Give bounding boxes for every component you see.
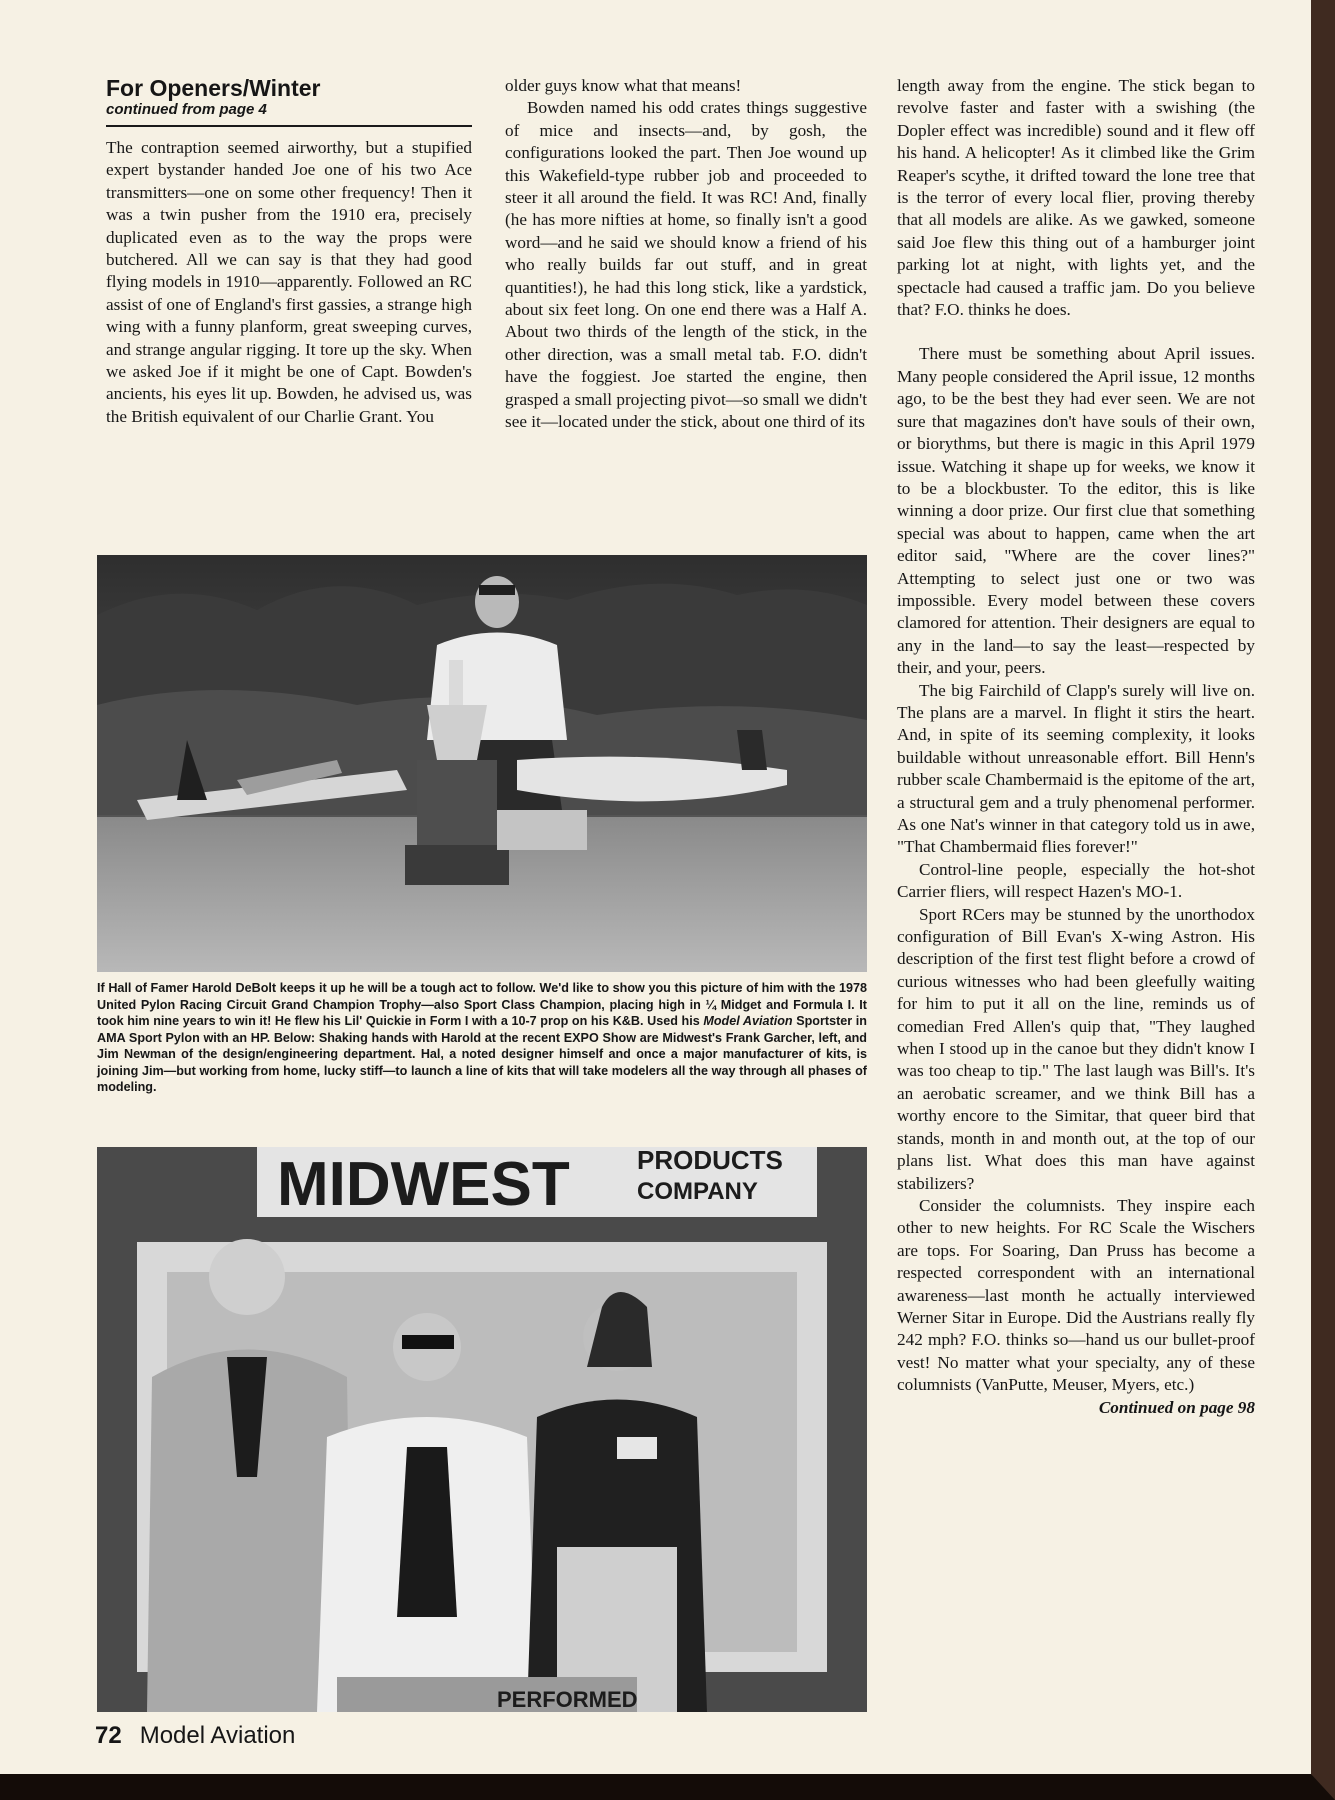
caption-text: If Hall of Famer Harold DeBolt keeps it up he will be a tough act to follow. We'd like to show you this picture of him with the 1978 United Pylon Racing Circuit Grand Champion Trophy—also Sport Class Champion, placing high in ¼ Midget and Formula I. It took him nine years to win it! He flew his Lil' Quickie in Form I with a 10-7 prop on his K&B. Used his	[97, 981, 867, 1028]
sign-products: PRODUCTS	[637, 1147, 783, 1175]
paragraph: older guys know what that means!	[505, 76, 742, 95]
paragraph: Consider the columnists. They inspire each other to new heights. For RC Scale the Wischers are tops. For Soaring, Dan Pruss has become a respected correspondent with an international awareness—last month he actually interviewed Werner Sitar in Europe. Did the Austrians really fly 242 mph? F.O. thinks so—hand us our bullet-proof vest! No matter what your specialty, any of these columnists (VanPutte, Meuser, Myers, etc.)	[897, 1195, 1255, 1395]
sign-brand: MIDWEST	[277, 1150, 570, 1219]
photo-trophy	[97, 555, 867, 972]
photo-midwest-booth	[97, 1147, 867, 1712]
paragraph: There must be something about April issues. Many people considered the April issue, 12 months ago, to be the best they had ever seen. We are not sure that magazines don't have souls of their own, or biorythms, but there is magic in this April 1979 issue. Watching it shape up for weeks, we know it to be a blockbuster. To the editor, this is like winning a door prize. Our first clue that something special was about to happen, came when the art editor said, "Where are the cover lines?" Attempting to select just one or two was impossible. Every model between these covers clamored for attention. Their designers are equal to any in the land—to say the least—respected by their, and your, peers.	[897, 344, 1255, 678]
sign-company: COMPANY	[637, 1178, 758, 1205]
continued-on-note: Continued on page 98	[1098, 1397, 1255, 1417]
paragraph: Sport RCers may be stunned by the unorthodox configuration of Bill Evan's X-wing Astron. His description of the first test flight before a crowd of curious witnesses who had been gleefully waiting for him to put it all on the line, reminds us of comedian Fred Allen's quip that, "They laughed when I stood up in the canoe but they didn't know I was too cheap to tip." The last laugh was Bill's. It's an aerobatic screamer, and we think Bill has a worthy encore to the Simitar, that queer bird that stands, month in and month out, at the top of our plans list. What does this man have against stabilizers?	[897, 904, 1255, 1193]
title-rule	[106, 125, 472, 127]
paragraph: The contraption seemed airworthy, but a stupified expert bystander handed Joe one of his two Ace transmitters—one on some other frequency! Then it was a twin pusher from the 1910 era, precisely duplicated even as to the way the props were butchered. All we can say is that they had good flying models in 1910—apparently. Followed an RC assist of one of England's first gassies, a strange high wing with a funny planform, great sweeping curves, and strange angular rigging. It tore up the sky. When we asked Joe if it might be one of Capt. Bowden's ancients, his eyes lit up. Bowden, he advised us, was the British equivalent of our Charlie Grant. You	[106, 138, 472, 426]
banner-text: PERFORMED	[497, 1687, 638, 1712]
column-2	[505, 75, 867, 434]
paragraph: length away from the engine. The stick began to revolve faster and faster with a swishing (the Dopler effect was incredible) sound and it flew off his hand. A helicopter! As it climbed like the Grim Reaper's scythe, it drifted toward the lone tree that is the terror of every local flier, proving thereby that all models are alike. As we gawked, someone said Joe flew this thing out of a hamburger joint parking lot at night, with lights yet, and the spectacle had caused a traffic jam. Do you believe that? F.O. thinks he does.	[897, 76, 1255, 320]
photo-trophy-image	[97, 555, 867, 972]
continued-from-note: continued from page 4	[106, 101, 267, 118]
page-number: 72	[95, 1722, 122, 1749]
paragraph: The big Fairchild of Clapp's surely will live on. The plans are a marvel. In flight it stirs the heart. And, in spite of its seeming complexity, it looks buildable without unreasonable effort. Bill Henn's rubber scale Chambermaid is the epitome of the art, a structural gem and a truly phenomenal performer. As one Nat's winner in that category told us in awe, "That Chambermaid flies forever!"	[897, 680, 1255, 857]
paragraph: Control-line people, especially the hot-shot Carrier fliers, will respect Hazen's MO-1.	[897, 859, 1255, 902]
paragraph: Bowden named his odd crates things suggestive of mice and insects—and, by gosh, the configurations looked the part. Then Joe wound up this Wakefield-type rubber job and proceeded to steer it all around the field. It was RC! And, finally (he has more nifties at home, so finally isn't a good word—and he said we should know a friend of his who really builds far out stuff, and in great quantities!), he had this long stick, like a yardstick, about six feet long. On one end there was a Half A. About two thirds of the length of the stick, in the other direction, was a small metal tab. F.O. didn't have the foggiest. Joe started the engine, then grasped a small projecting pivot—so small we didn't see it—located under the stick, about one third of its	[505, 98, 867, 432]
column-1	[106, 75, 472, 428]
photo-midwest-image	[97, 1147, 867, 1712]
photo-caption	[97, 980, 867, 1096]
page-footer	[95, 1722, 295, 1750]
column-3	[897, 75, 1255, 1419]
section-title: For Openers/Winter	[106, 75, 321, 101]
caption-text: Sportster in AMA Sport Pylon with an HP. Below: Shaking hands with Harold at the recent EXPO Show are Midwest's Frank Garcher, left, and Jim Newman of the design/engineering department. Hal, a noted designer himself and once a major manufacturer of kits, is joining Jim—but working from home, lucky stiff—to launch a line of kits that will take modelers all the way through all phases of modeling.	[97, 1014, 867, 1094]
caption-magazine-name: Model Aviation	[703, 1014, 793, 1028]
magazine-name: Model Aviation	[139, 1722, 296, 1749]
